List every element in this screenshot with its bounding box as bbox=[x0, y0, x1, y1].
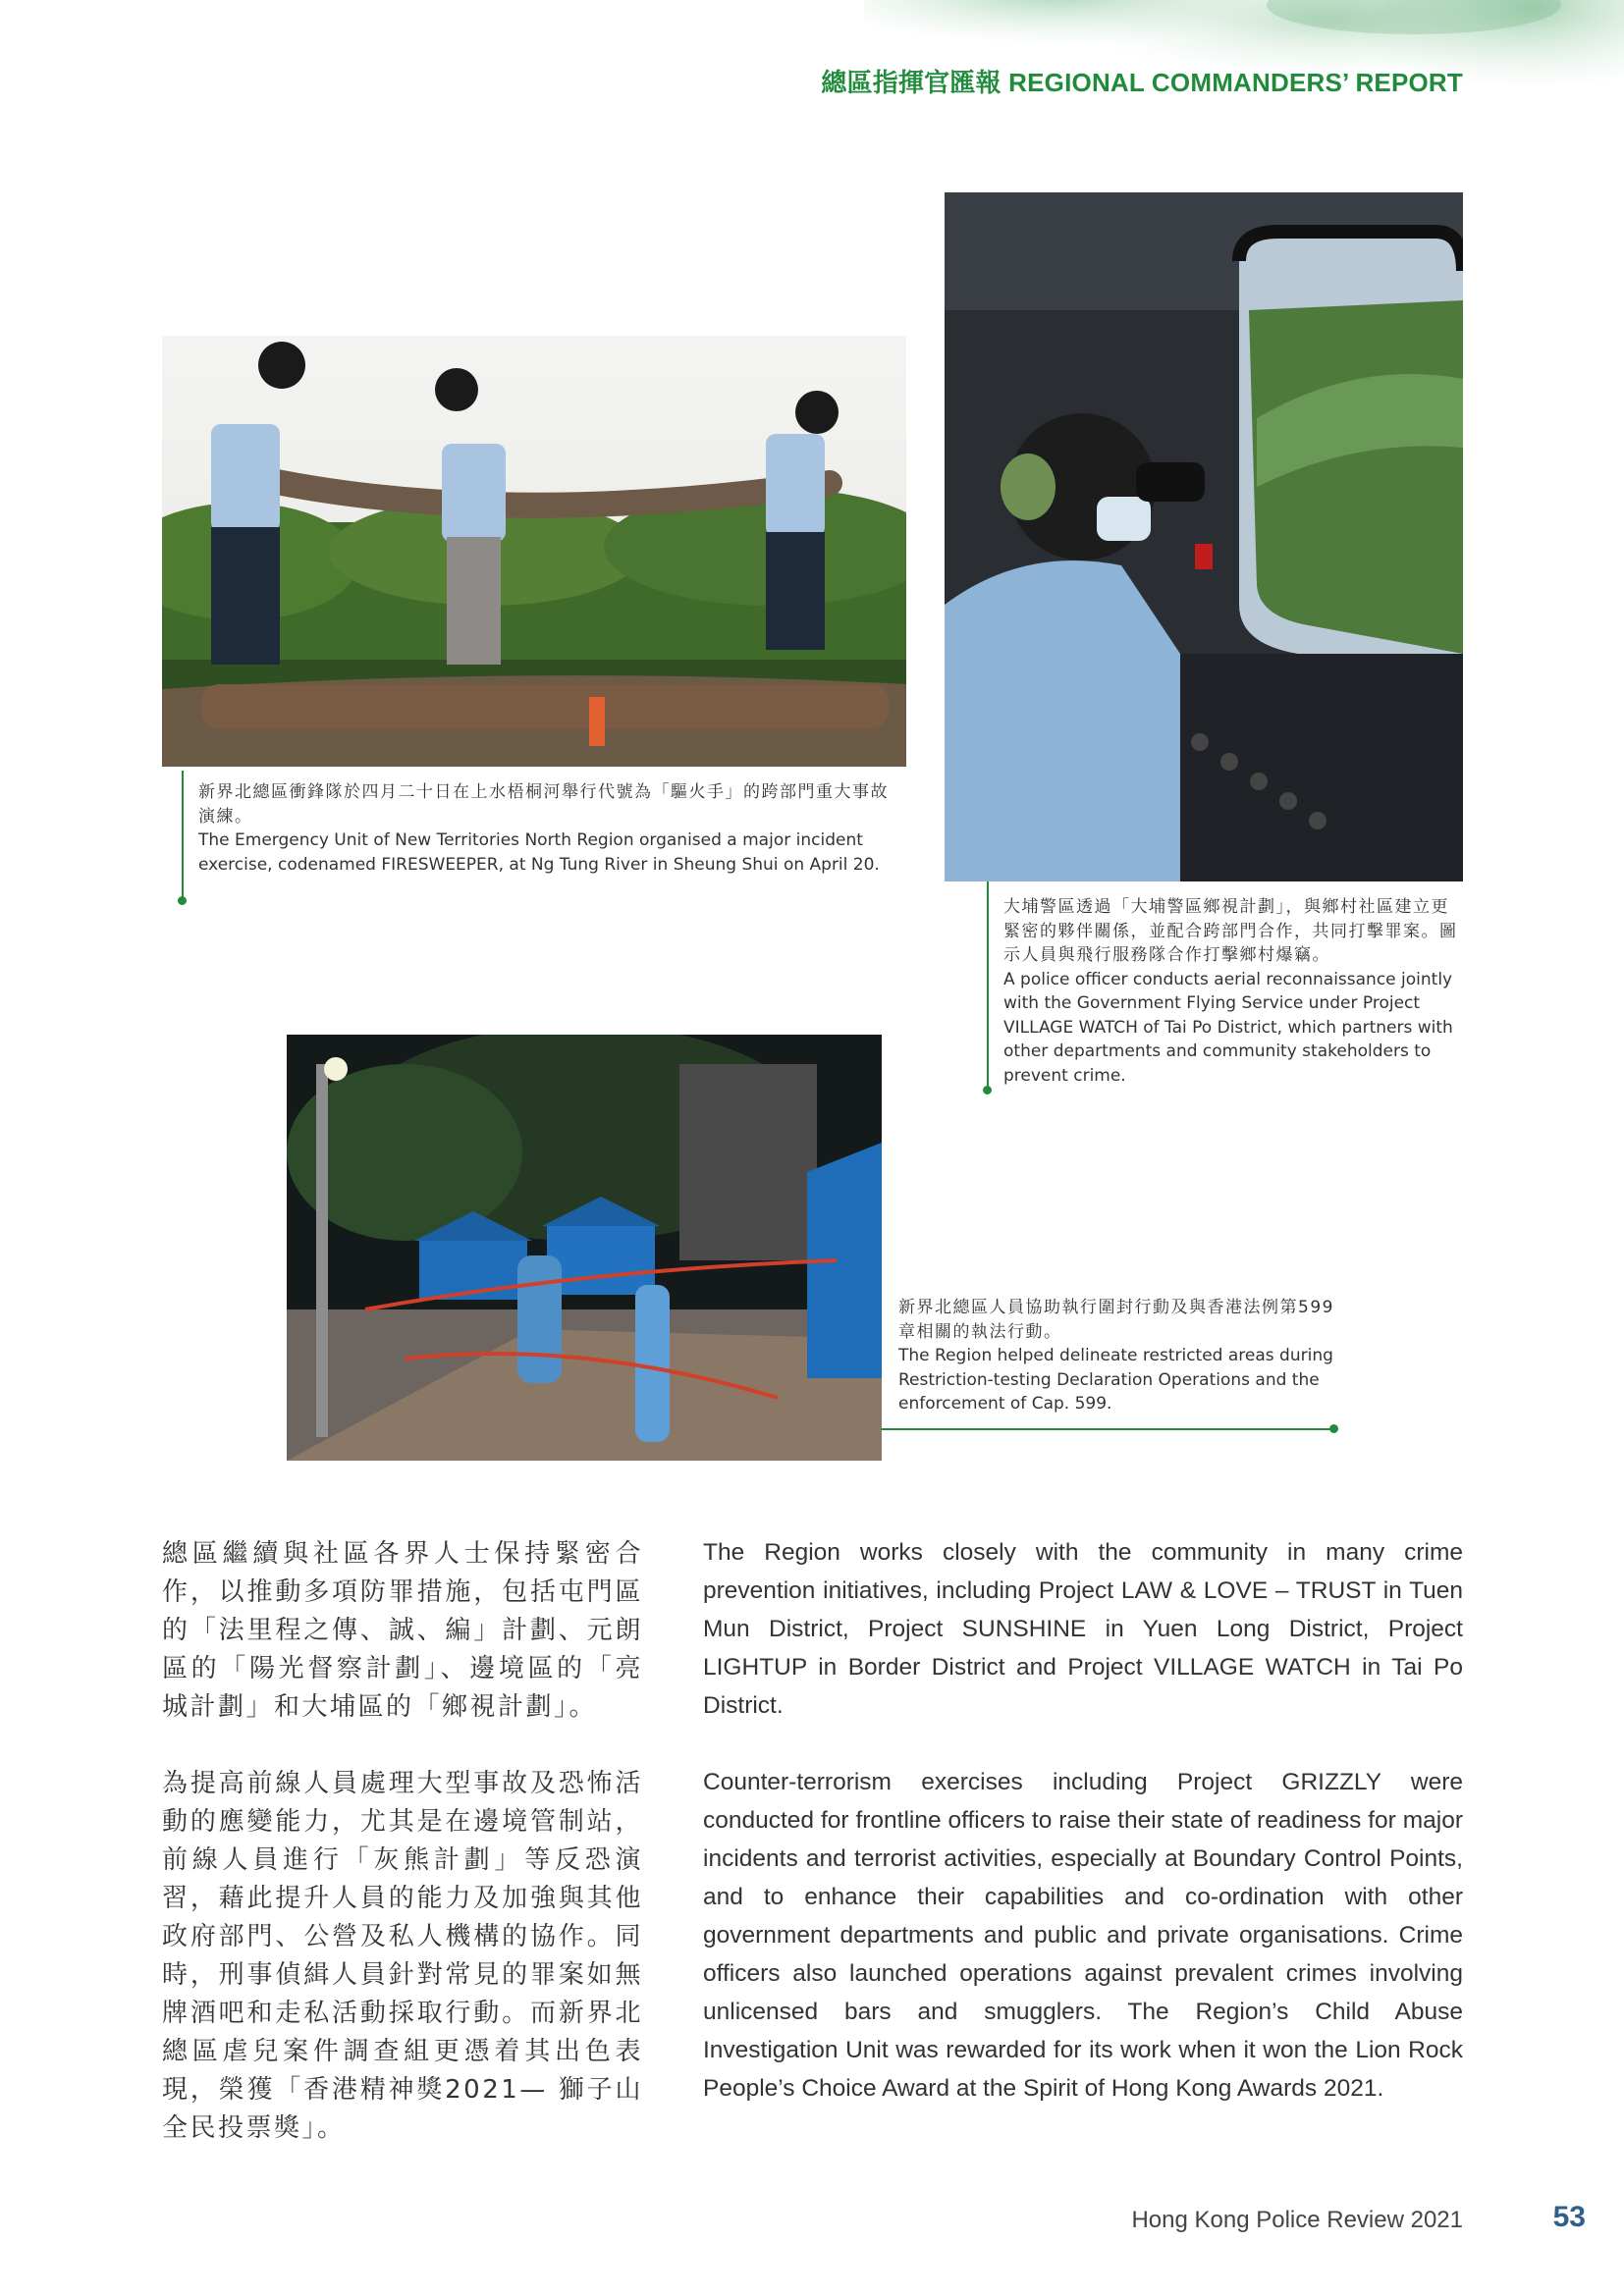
running-header: 總區指揮官匯報 REGIONAL COMMANDERS’ REPORT bbox=[821, 68, 1463, 97]
caption-zh: 新界北總區人員協助執行圍封行動及與香港法例第599章相關的執法行動。 bbox=[898, 1298, 1334, 1342]
caption-night-operation bbox=[898, 1296, 1345, 1416]
body-paragraph-en: Counter-terrorism exercises including Project GRIZZLY were conducted for frontline officers to raise their state of readiness for major incidents and terrorist activities, especially at Boundary Control Points, and to enhance their capabilities and co-ordination with other government departments and public and private organisations. Crime officers also launched operations against prevalent crimes involving unlicensed bars and smugglers. The Region’s Child Abuse Investigation Unit was rewarded for its work when it won the Lion Rock People’s Choice Award at the Spirit of Hong Kong Awards 2021. bbox=[703, 1769, 1463, 2102]
photo-night-operation bbox=[287, 1035, 882, 1461]
caption-rule bbox=[987, 881, 989, 1090]
body-text-english bbox=[703, 1533, 1463, 2146]
body-paragraph-zh: 為提高前線人員處理大型事故及恐怖活動的應變能力，尤其是在邊境管制站，前線人員進行「灰熊計劃」等反恐演習，藉此提升人員的能力及加強與其他政府部門、公營及私人機構的協作。同時，刑事偵緝人員針對常見的罪案如無牌酒吧和走私活動採取行動。而新界北總區虐兒案件調查組更憑着其出色表現，榮獲「香港精神獎2021— 獅子山全民投票獎」。 bbox=[162, 1769, 643, 2143]
caption-rule bbox=[182, 771, 184, 898]
body-paragraph-zh: 總區繼續與社區各界人士保持緊密合作，以推動多項防罪措施，包括屯門區的「法里程之傳、誠、編」計劃、元朗區的「陽光督察計劃」、邊境區的「亮城計劃」和大埔區的「鄉視計劃」。 bbox=[162, 1539, 643, 1722]
caption-en: A police officer conducts aerial reconnaissance jointly with the Government Flying Service under Project VILLAGE WATCH of Tai Po District, which partners with other departments and community stakeholders to prevent crime. bbox=[1003, 969, 1453, 1086]
caption-zh: 新界北總區衝鋒隊於四月二十日在上水梧桐河舉行代號為「驅火手」的跨部門重大事故演練。 bbox=[198, 782, 889, 827]
caption-rule bbox=[882, 1428, 1333, 1430]
caption-dot bbox=[983, 1086, 992, 1095]
body-paragraph-en: The Region works closely with the community in many crime prevention initiatives, including Project LAW & LOVE – TRUST in Tuen Mun District, Project SUNSHINE in Yuen Long District, Project LIGHTUP in Border District and Project VILLAGE WATCH in Tai Po District. bbox=[703, 1539, 1463, 1719]
photo-helicopter-reconnaissance bbox=[945, 192, 1463, 881]
body-text-chinese bbox=[162, 1535, 643, 2186]
caption-tree-exercise bbox=[198, 780, 891, 877]
caption-dot bbox=[178, 896, 187, 905]
page-number: 53 bbox=[1552, 2201, 1586, 2233]
watercolor-decoration bbox=[864, 0, 1624, 118]
caption-zh: 大埔警區透過「大埔警區鄉視計劃」，與鄉村社區建立更緊密的夥伴關係，並配合跨部門合作，共同打擊罪案。圖示人員與飛行服務隊合作打擊鄉村爆竊。 bbox=[1003, 897, 1458, 965]
footer-publication: Hong Kong Police Review 2021 bbox=[1131, 2207, 1463, 2233]
photo-tree-exercise bbox=[162, 336, 906, 767]
caption-dot bbox=[1329, 1424, 1338, 1433]
caption-helicopter bbox=[1003, 895, 1463, 1088]
caption-en: The Emergency Unit of New Territories North Region organised a major incident exercise, codenamed FIRESWEEPER, at Ng Tung River in Sheung Shui on April 20. bbox=[198, 830, 880, 875]
caption-en: The Region helped delineate restricted areas during Restriction-testing Declaration Operations and the enforcement of Cap. 599. bbox=[898, 1346, 1333, 1414]
